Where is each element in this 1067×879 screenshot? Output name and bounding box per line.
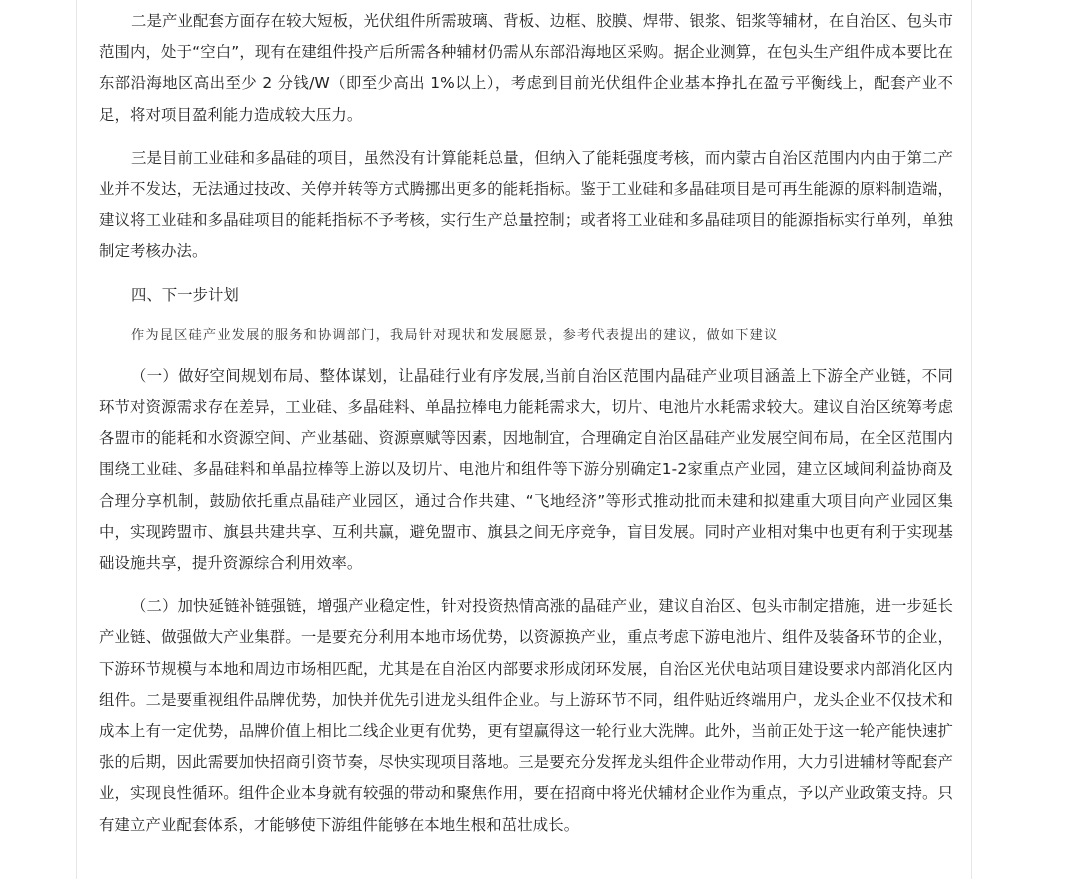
paragraph-energy-consumption: 三是目前工业硅和多晶硅的项目，虽然没有计算能耗总量，但纳入了能耗强度考核，而内蒙古自治区范围内内由于第二产业并不发达，无法通过技改、关停并转等方式腾挪出更多的能耗指标。鉴于工业硅和多晶硅项目是可再生能源的原料制造端，建议将工业硅和多晶硅项目的能耗指标不予考核，实行生产总量控制；或者将工业硅和多晶硅项目的能源指标实行单列，单独制定考核办法。 [99,148,953,261]
plan-item-industry-chain: （二）加快延链补链强链，增强产业稳定性，针对投资热情高涨的晶硅产业，建议自治区、包头市制定措施，进一步延长产业链、做强做大产业集群。一是要充分利用本地市场优势，以资源换产业，重点考虑下游电池片、组件及装备环节的企业，下游环节规模与本地和周边市场相匹配，尤其是在自治区内部要求形成闭环发展，自治区光伏电站项目建设要求内部消化区内组件。二是要重视组件品牌优势，加快并优先引进龙头组件企业。与上游环节不同，组件贴近终端用户，龙头企业不仅技术和成本上有一定优势，品牌价值上相比二线企业更有优势，更有望赢得这一轮行业大洗牌。此外，当前正处于这一轮产能快速扩张的后期，因此需要加快招商引资节奏，尽快实现项目落地。三是要充分发挥龙头组件企业带动作用，大力引进辅材等配套产业，实现良性循环。组件企业本身就有较强的带动和聚焦作用，要在招商中将光伏辅材企业作为重点，予以产业政策支持。只有建立产业配套体系，才能够使下游组件能够在本地生根和茁壮成长。 [99,597,953,834]
section-heading-next-plan: 四、下一步计划 [131,285,239,304]
plan-item-spatial-layout: （一）做好空间规划布局、整体谋划，让晶硅行业有序发展,当前自治区范围内晶硅产业项目涵盖上下游全产业链，不同环节对资源需求存在差异，工业硅、多晶硅料、单晶拉棒电力能耗需求大，切片、电池片水耗需求较大。建议自治区统筹考虑各盟市的能耗和水资源空间、产业基础、资源禀赋等因素，因地制宜，合理确定自治区晶硅产业发展空间布局，在全区范围内围绕工业硅、多晶硅料和单晶拉棒等上游以及切片、电池片和组件等下游分别确定1-2家重点产业园，建立区域间利益协商及合理分享机制，鼓励依托重点晶硅产业园区，通过合作共建、“飞地经济”等形式推动批而未建和拟建重大项目向产业园区集中，实现跨盟市、旗县共建共享、互利共赢，避免盟市、旗县之间无序竞争，盲目发展。同时产业相对集中也更有利于实现基础设施共享，提升资源综合利用效率。 [99,366,953,573]
document-page [76,0,972,879]
section-intro: 作为昆区硅产业发展的服务和协调部门，我局针对现状和发展愿景，参考代表提出的建议，做如下建议 [131,327,779,343]
article-body [99,6,953,853]
paragraph-supporting-industry: 二是产业配套方面存在较大短板，光伏组件所需玻璃、背板、边框、胶膜、焊带、银浆、铝浆等辅材，在自治区、包头市范围内，处于“空白”，现有在建组件投产后所需各种辅材仍需从东部沿海地区采购。据企业测算，在包头生产组件成本要比在东部沿海地区高出至少 2 分钱/W（即至少高出 1%以上），考虑到目前光伏组件企业基本挣扎在盈亏平衡线上，配套产业不足，将对项目盈利能力造成较大压力。 [99,12,953,124]
